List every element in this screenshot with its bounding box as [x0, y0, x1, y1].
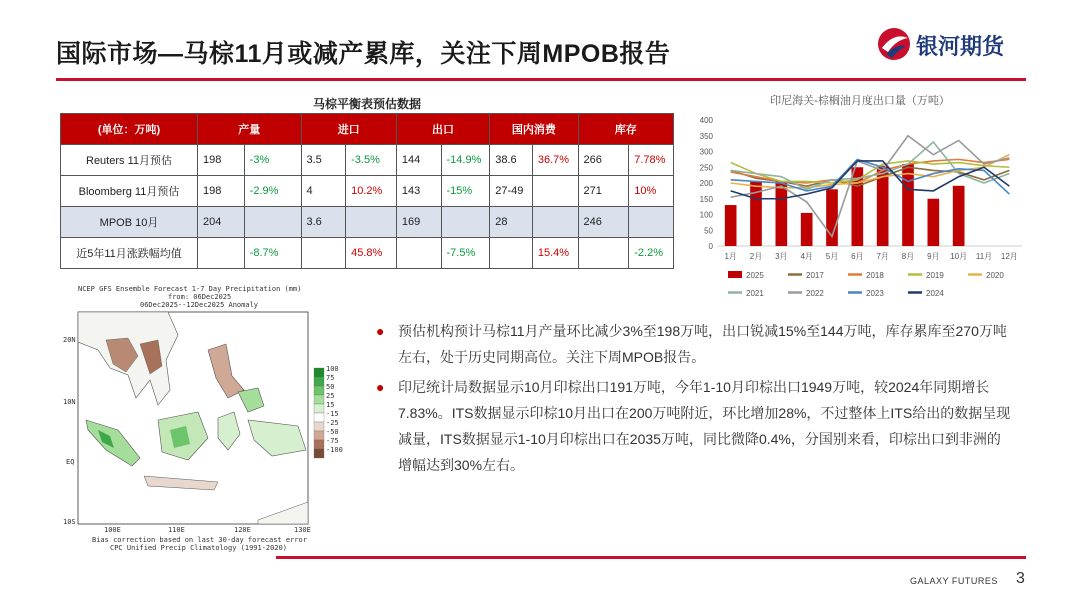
footer-divider: [276, 556, 1026, 559]
table-cell: [490, 238, 533, 269]
row-label: Bloomberg 11月预估: [61, 176, 198, 207]
lat-label: 10N: [63, 398, 76, 406]
table-cell: [244, 207, 301, 238]
map-caption-line: from: 06Dec2025: [168, 293, 232, 301]
table-title: 马棕平衡表预估数据: [312, 97, 421, 111]
table-cell: [629, 207, 674, 238]
y-tick-label: 350: [699, 131, 713, 141]
lat-label: 20N: [63, 336, 76, 344]
page-title: 国际市场—马棕11月或减产累库，关注下周MPOB报告: [56, 40, 671, 68]
bar-2025: [928, 199, 940, 246]
map-frame: [78, 312, 308, 524]
legend-value: 100: [326, 365, 339, 373]
legend-label: 2018: [866, 271, 884, 280]
table-row: [61, 207, 674, 238]
table-cell: 204: [198, 207, 245, 238]
table-cell: [346, 207, 397, 238]
legend-value: -100: [326, 446, 343, 454]
table-cell: 7.78%: [629, 145, 674, 176]
y-tick-label: 100: [699, 210, 713, 220]
table-cell: -2.2%: [629, 238, 674, 269]
legend-swatch: [728, 271, 742, 278]
legend-value: -25: [326, 419, 339, 427]
header-domestic: 国内消费: [490, 114, 578, 145]
table-cell: 38.6: [490, 145, 533, 176]
x-tick-label: 8月: [901, 252, 915, 261]
y-tick-label: 150: [699, 194, 713, 204]
y-tick-label: 300: [699, 147, 713, 157]
table-cell: 3.6: [301, 207, 346, 238]
x-tick-label: 5月: [825, 252, 839, 261]
export-chart: [690, 88, 1030, 308]
x-tick-label: 12月: [1000, 252, 1018, 261]
legend-swatch: [314, 422, 324, 431]
y-tick-label: 200: [699, 179, 713, 188]
table-cell: 246: [578, 207, 629, 238]
table-cell: 10.2%: [346, 176, 397, 207]
table-cell: 45.8%: [346, 238, 397, 269]
table-cell: 198: [198, 145, 245, 176]
lon-label: 130E: [294, 526, 311, 534]
legend-label: 2020: [986, 271, 1004, 280]
map-caption-line: NCEP GFS Ensemble Forecast 1-7 Day Precipitation (mm): [78, 285, 302, 293]
header-export: 出口: [396, 114, 489, 145]
table-cell: -8.7%: [244, 238, 301, 269]
legend-value: -50: [326, 428, 339, 436]
legend-value: 75: [326, 374, 335, 382]
header-stock: 库存: [578, 114, 674, 145]
header-production: 产量: [198, 114, 302, 145]
logo-text: 银河期货: [916, 34, 1005, 59]
legend-swatch: [314, 395, 324, 404]
x-tick-label: 1月: [724, 252, 737, 261]
table-cell: 4: [301, 176, 346, 207]
map-legend: [314, 365, 343, 458]
table-cell: -2.9%: [244, 176, 301, 207]
table-cell: [396, 238, 441, 269]
table-cell: 266: [578, 145, 629, 176]
x-tick-label: 4月: [800, 252, 813, 261]
table-cell: 198: [198, 176, 245, 207]
legend-swatch: [314, 413, 324, 422]
legend-label: 2025: [746, 271, 764, 280]
lon-label: 120E: [234, 526, 251, 534]
bullet-text: 印尼统计局数据显示10月印棕出口191万吨，今年1-10月印棕出口1949万吨，较2024年同期增长7.83%。ITS数据显示印棕10月出口在200万吨附近，环比增加28%，不过整体上ITS给出的数据呈现减量，ITS数据显示1-10月印棕出口在2035万吨，同比微降0.4%，分国别来看，印棕出口到非洲的增幅达到30%左右。: [398, 379, 1011, 473]
bar-2025: [953, 186, 965, 246]
table-cell: -15%: [441, 176, 490, 207]
header-import: 进口: [301, 114, 396, 145]
page-number: 3: [1016, 570, 1025, 587]
table-row: [61, 238, 674, 269]
legend-value: -15: [326, 410, 339, 418]
galaxy-logo-icon: [876, 26, 912, 62]
table-cell: 3.5: [301, 145, 346, 176]
table-cell: -3.5%: [346, 145, 397, 176]
header-unit: (单位：万吨): [61, 114, 198, 145]
row-label: MPOB 10月: [61, 207, 198, 238]
bar-2025: [902, 164, 914, 246]
line-2022: [731, 136, 1010, 237]
legend-label: 2022: [806, 289, 824, 298]
header-divider: [56, 78, 1026, 81]
legend-value: 25: [326, 392, 335, 400]
y-tick-label: 50: [704, 226, 713, 236]
bullet-dot-icon: ●: [376, 379, 385, 395]
row-label: Reuters 11月预估: [61, 145, 198, 176]
row-label: 近5年11月涨跌幅均值: [61, 238, 198, 269]
legend-label: 2021: [746, 289, 764, 298]
table-cell: 271: [578, 176, 629, 207]
x-tick-label: 2月: [749, 252, 763, 261]
map-footer-line: Bias correction based on last 30-day forecast error: [92, 536, 307, 544]
bar-2025: [776, 181, 788, 246]
x-tick-label: 6月: [851, 252, 864, 261]
y-tick-label: 0: [708, 242, 713, 251]
legend-swatch: [314, 449, 324, 458]
legend-value: 15: [326, 401, 335, 409]
table-cell: 143: [396, 176, 441, 207]
table-cell: 10%: [629, 176, 674, 207]
table-cell: [532, 176, 578, 207]
table-cell: [532, 207, 578, 238]
legend-swatch: [314, 431, 324, 440]
table-cell: 15.4%: [532, 238, 578, 269]
lat-label: EQ: [66, 458, 75, 466]
table-cell: 27-49: [490, 176, 533, 207]
table-cell: [578, 238, 629, 269]
legend-swatch: [314, 440, 324, 449]
x-tick-label: 10月: [950, 252, 968, 261]
x-tick-label: 3月: [775, 252, 788, 261]
legend-value: -75: [326, 437, 339, 445]
bar-2025: [725, 205, 737, 246]
table-cell: -7.5%: [441, 238, 490, 269]
table-cell: 169: [396, 207, 441, 238]
table-cell: -3%: [244, 145, 301, 176]
legend-label: 2023: [866, 289, 884, 298]
bullet-dot-icon: ●: [376, 323, 385, 339]
x-tick-label: 7月: [876, 252, 889, 261]
legend-value: 50: [326, 383, 335, 391]
table-cell: [301, 238, 346, 269]
footer-brand: GALAXY FUTURES: [910, 576, 998, 586]
legend-label: 2019: [926, 271, 944, 280]
legend-label: 2017: [806, 271, 824, 280]
y-tick-label: 400: [699, 116, 713, 125]
lon-label: 110E: [168, 526, 185, 534]
list-item: [374, 318, 1014, 370]
table-header-row: [61, 114, 674, 145]
legend-label: 2024: [926, 289, 944, 298]
bar-2025: [801, 213, 813, 246]
chart-title: 印尼海关-棕榈油月度出口量（万吨）: [770, 95, 950, 107]
y-tick-label: 250: [699, 163, 713, 173]
lat-label: 10S: [63, 518, 76, 526]
table-row: [61, 145, 674, 176]
list-item: [374, 374, 1014, 478]
bullet-text: 预估机构预计马棕11月产量环比减少3%至198万吨，出口锐减15%至144万吨，库存累库至270万吨左右，处于历史同期高位。关注下周MPOB报告。: [398, 323, 1007, 365]
table-cell: [441, 207, 490, 238]
table-cell: 28: [490, 207, 533, 238]
precipitation-map: [58, 280, 358, 555]
galaxy-logo: [876, 26, 1036, 62]
commentary-list: [374, 318, 1014, 482]
legend-swatch: [314, 404, 324, 413]
legend-swatch: [314, 368, 324, 377]
legend-swatch: [314, 377, 324, 386]
balance-table: [60, 113, 674, 269]
x-tick-label: 9月: [927, 252, 940, 261]
table-cell: 36.7%: [532, 145, 578, 176]
table-row: [61, 176, 674, 207]
map-caption-line: 06Dec2025--12Dec2025 Anomaly: [140, 301, 259, 309]
table-cell: [198, 238, 245, 269]
table-cell: 144: [396, 145, 441, 176]
table-cell: -14.9%: [441, 145, 490, 176]
lon-label: 100E: [104, 526, 121, 534]
map-footer-line: CPC Unified Precip Climatology (1991-2020): [110, 544, 288, 552]
legend-swatch: [314, 386, 324, 395]
x-tick-label: 11月: [975, 252, 993, 261]
